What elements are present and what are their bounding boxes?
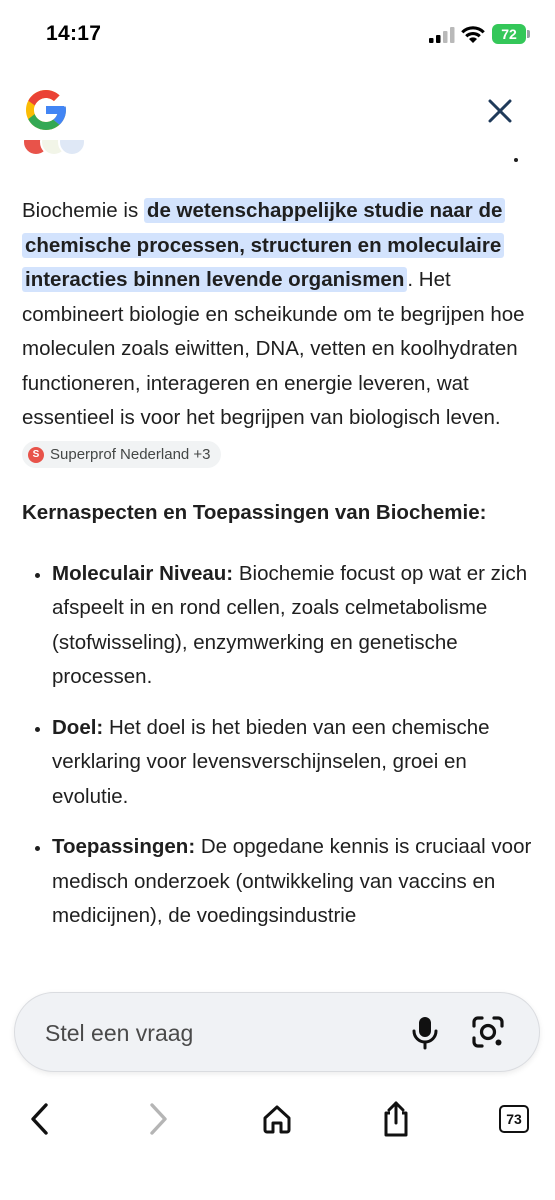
bottom-toolbar bbox=[0, 1085, 555, 1160]
source-chip[interactable] bbox=[22, 441, 221, 468]
ask-input[interactable] bbox=[43, 1011, 387, 1055]
wifi-icon bbox=[460, 24, 486, 44]
share-icon bbox=[381, 1100, 411, 1138]
google-lens-button[interactable] bbox=[470, 1014, 506, 1050]
home-button[interactable] bbox=[255, 1097, 299, 1141]
source-chip-label: Superprof Nederland +3 bbox=[50, 446, 211, 463]
google-lens-icon bbox=[474, 1018, 502, 1046]
chevron-right-icon bbox=[145, 1102, 171, 1136]
microphone-button[interactable] bbox=[410, 1013, 440, 1053]
source-favicons-row bbox=[22, 140, 532, 168]
share-button[interactable] bbox=[374, 1097, 418, 1141]
google-g-icon bbox=[22, 86, 70, 134]
battery-tip bbox=[527, 30, 530, 38]
tabs-button[interactable] bbox=[492, 1097, 536, 1141]
close-button[interactable] bbox=[476, 90, 524, 134]
bullet-text: Biochemie focust op wat er zich afspeelt in en rond cellen, zoals celmetabolisme (stofwisseling), enzymwerking en genetische processen. bbox=[52, 561, 528, 688]
bullet-term: Doel: bbox=[52, 715, 104, 739]
back-button[interactable] bbox=[18, 1097, 62, 1141]
chevron-left-icon bbox=[27, 1102, 53, 1136]
bullet-list bbox=[22, 557, 532, 934]
ask-bar bbox=[14, 992, 540, 1072]
highlighted-definition: de wetenschappelijke studie naar de chemische processen, structuren en moleculaire interacties binnen levende organismen bbox=[22, 198, 505, 292]
bullet-text: Het doel is het bieden van een chemische verklaring voor levensverschijnselen, groei en evolutie. bbox=[52, 715, 490, 808]
battery-indicator bbox=[492, 24, 526, 44]
intro-text-before: Biochemie is bbox=[22, 199, 144, 222]
forward-button[interactable] bbox=[136, 1097, 180, 1141]
section-heading: Kernaspecten en Toepassingen van Biochemie: bbox=[22, 501, 487, 524]
answer-intro bbox=[22, 194, 532, 470]
home-icon bbox=[261, 1103, 293, 1135]
close-icon bbox=[490, 101, 510, 121]
ai-answer bbox=[22, 194, 532, 974]
bullet-term: Toepassingen: bbox=[52, 835, 196, 858]
cellular-signal-icon bbox=[429, 27, 455, 43]
list-item bbox=[52, 711, 532, 815]
more-dot bbox=[514, 158, 518, 162]
status-time: 14:17 bbox=[46, 22, 102, 45]
bullet-term: Moleculair Niveau: bbox=[52, 561, 234, 585]
status-bar bbox=[0, 0, 555, 70]
microphone-icon bbox=[414, 1017, 436, 1048]
content-fade bbox=[0, 955, 555, 985]
list-item bbox=[52, 557, 532, 695]
list-item bbox=[52, 830, 532, 934]
superprof-icon: S bbox=[28, 447, 44, 463]
bullet-text: De opgedane kennis is cruciaal voor medisch onderzoek (ontwikkeling van vaccins en medicijnen), de voedingsindustrie bbox=[52, 835, 532, 927]
source-favicon-icon bbox=[58, 140, 86, 156]
battery-level: 72 bbox=[501, 26, 517, 42]
tabs-count: 73 bbox=[499, 1105, 529, 1133]
intro-text-after: . Het combineert biologie en scheikunde om te begrijpen hoe moleculen zoals eiwitten, DNA, vetten en koolhydraten functioneren, interageren en energie leveren, wat essentieel is voor het begrijpen van biologisch leven. bbox=[22, 268, 525, 429]
